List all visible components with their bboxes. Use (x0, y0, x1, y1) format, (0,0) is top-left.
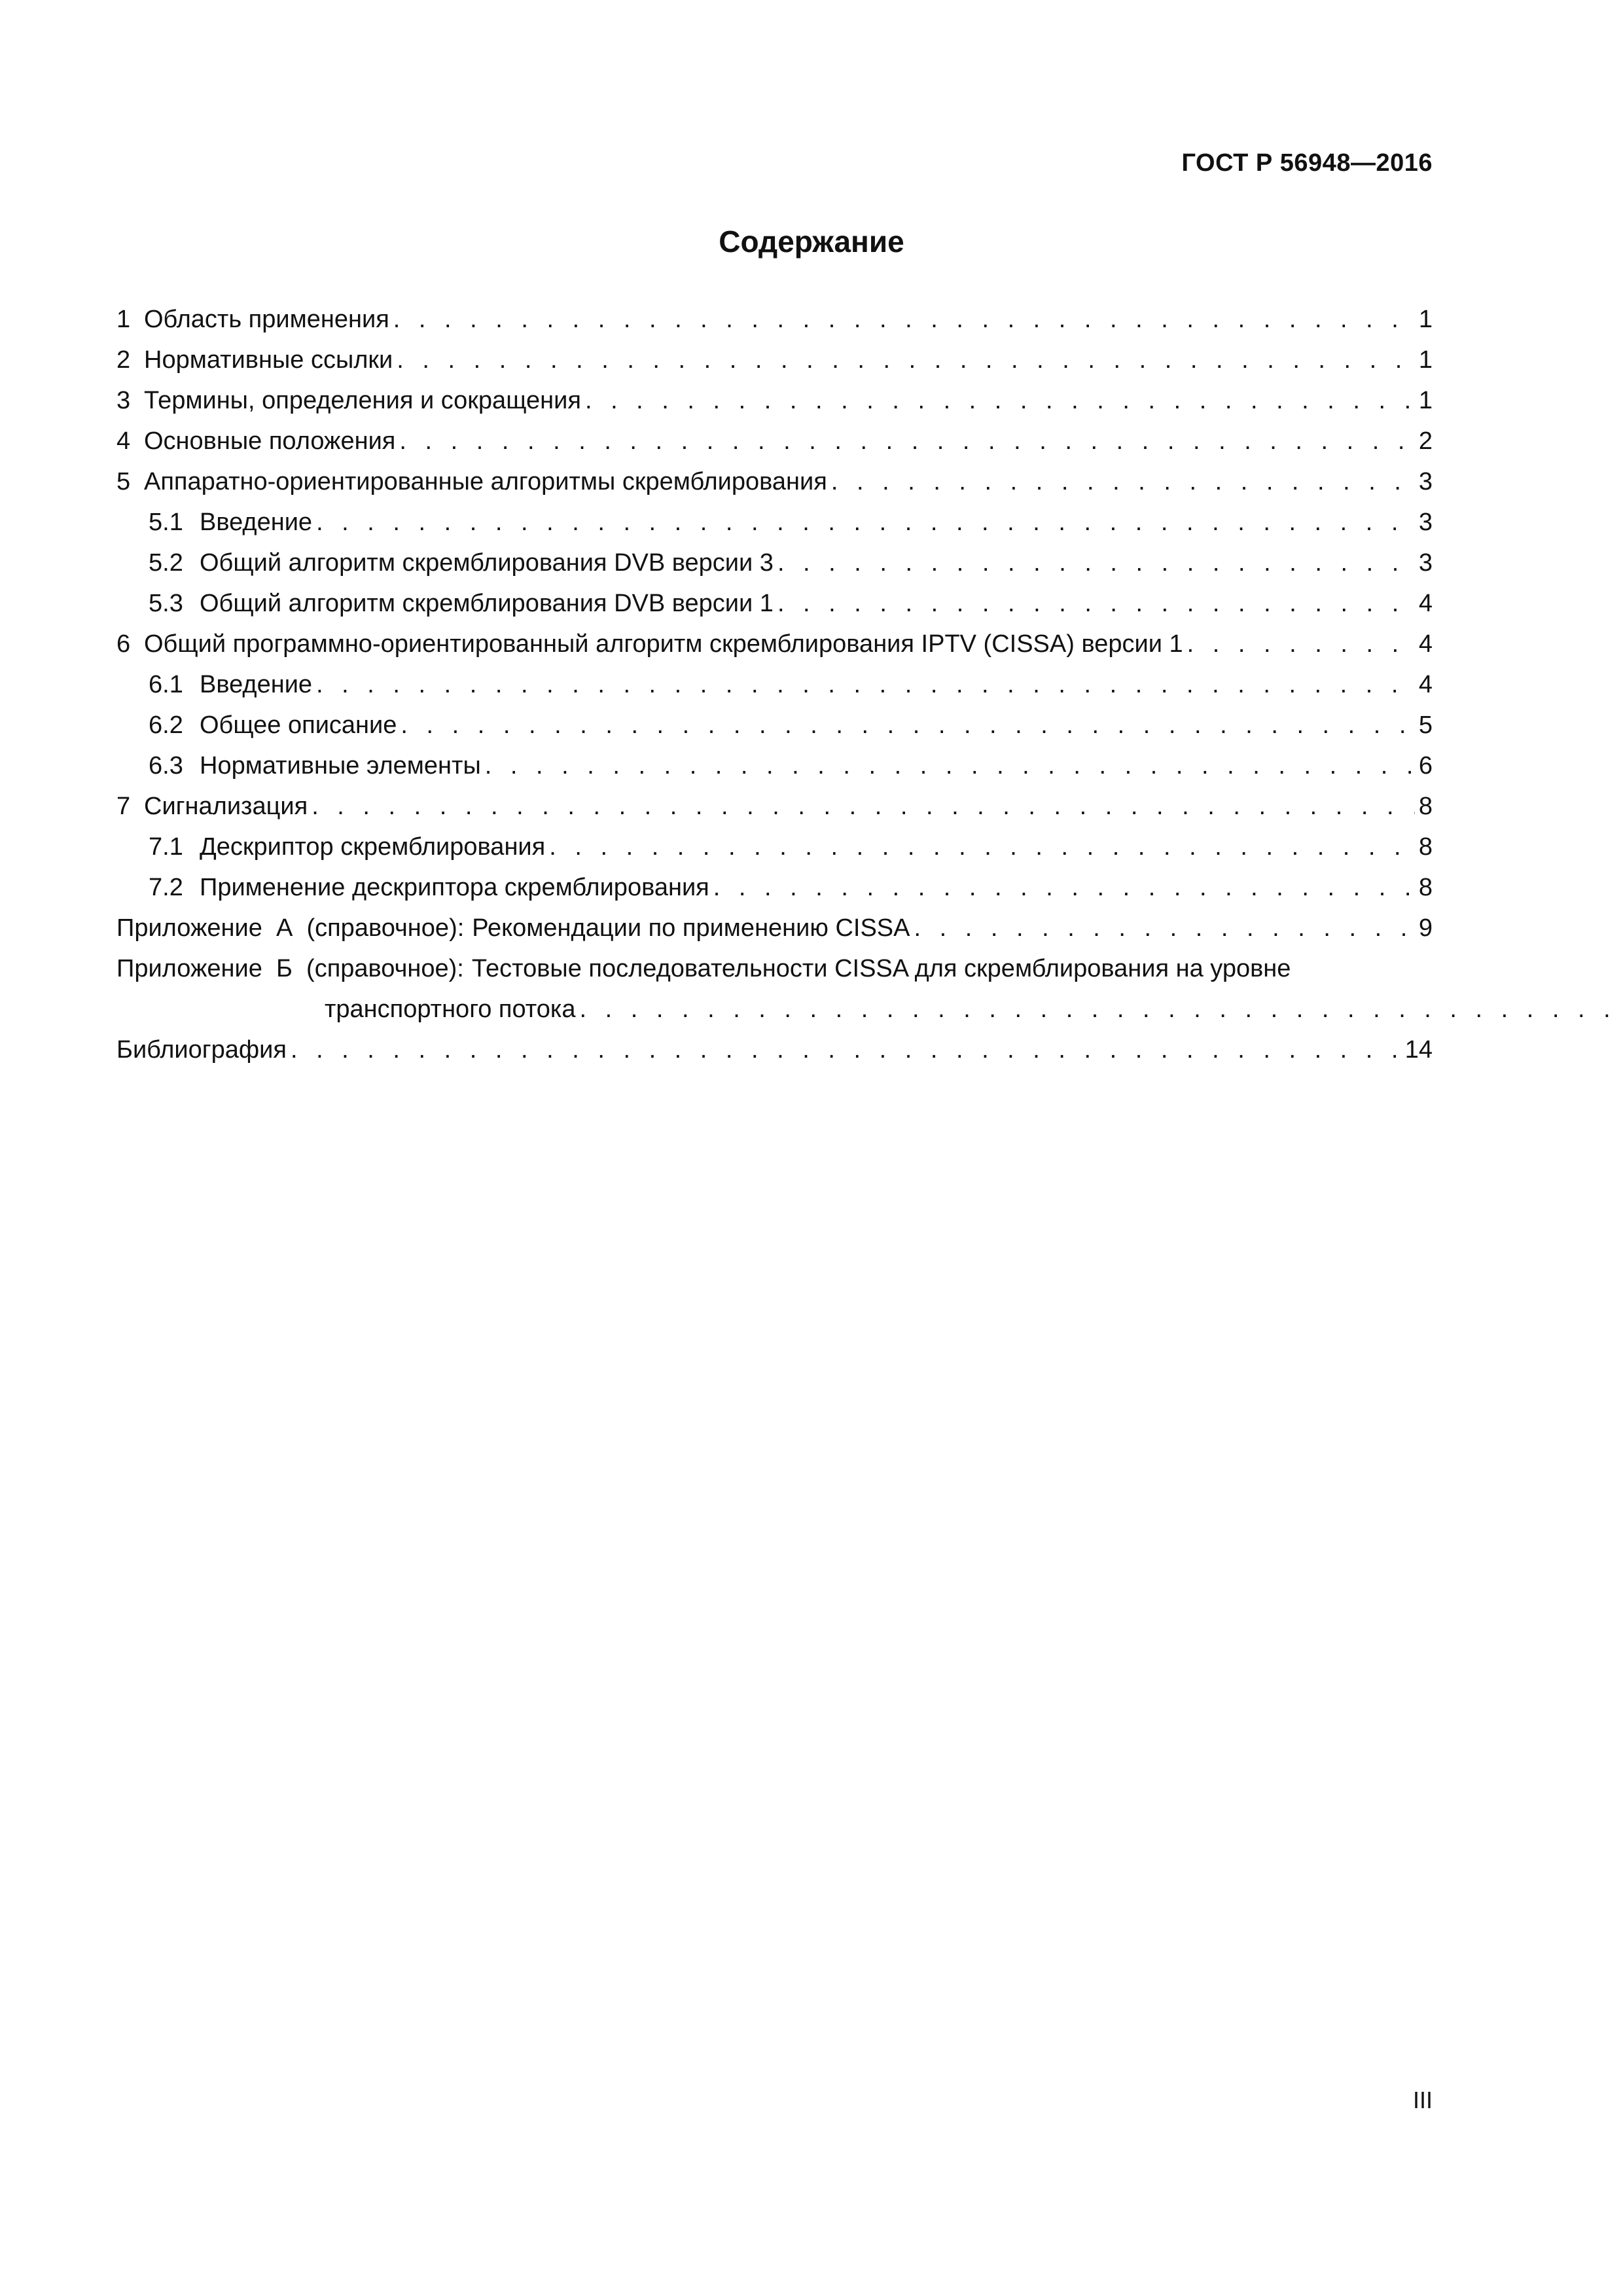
toc-entry-page: 3 (1418, 549, 1433, 577)
toc-entry-page: 8 (1418, 793, 1433, 820)
dot-leader (777, 589, 1415, 618)
dot-leader (393, 305, 1415, 334)
annex-title-line-2: транспортного потока (325, 996, 576, 1023)
toc-bibliography[interactable] (116, 1025, 1433, 1066)
toc-entry-6-2[interactable] (116, 700, 1433, 741)
toc-entry-5-3[interactable] (116, 579, 1433, 619)
dot-leader (399, 427, 1414, 456)
toc-entry-title: Сигнализация (144, 793, 308, 820)
toc-entry-number: 7.1 (149, 833, 183, 861)
toc-entry-number: 5.1 (149, 509, 183, 536)
toc-entry-5-1[interactable] (116, 497, 1433, 538)
bibliography-title: Библиография (116, 1036, 287, 1064)
toc-entry-title: Общий программно-ориентированный алгоритм скремблирования IPTV (CISSA) версии 1 (144, 630, 1183, 658)
toc-entry-4[interactable] (116, 416, 1433, 457)
toc-entry-title: Общее описание (200, 711, 397, 739)
annex-b-line-2 (116, 983, 1623, 1024)
toc-entry-page: 1 (1418, 346, 1433, 374)
toc-entry-7-2[interactable] (116, 863, 1433, 903)
annex-title: Рекомендации по применению CISSA (472, 914, 910, 942)
dot-leader (580, 995, 1623, 1024)
dot-leader (914, 914, 1415, 942)
dot-leader (549, 833, 1415, 861)
dot-leader (316, 508, 1415, 537)
toc-entry-title: Термины, определения и сокращения (144, 387, 581, 414)
toc-entry-title: Нормативные ссылки (144, 346, 393, 374)
toc-entry-number: 5 (116, 468, 131, 495)
toc-entry-number: 5.3 (149, 590, 183, 617)
toc-entry-5-2[interactable] (116, 538, 1433, 579)
toc-entry-page: 4 (1418, 590, 1433, 617)
toc-entry-number: 5.2 (149, 549, 183, 577)
dot-leader (401, 711, 1414, 740)
dot-leader (713, 873, 1415, 902)
toc-entry-number: 4 (116, 427, 131, 455)
toc-entry-6-3[interactable] (116, 741, 1433, 781)
toc-entry-title: Применение дескриптора скремблирования (200, 874, 709, 901)
doc-code-header: ГОСТ Р 56948—2016 (1181, 149, 1433, 177)
toc-entry-title: Дескриптор скремблирования (200, 833, 546, 861)
toc-entry-page: 8 (1418, 833, 1433, 861)
toc-entry-number: 6.2 (149, 711, 183, 739)
annex-b-line-1 (116, 942, 1623, 983)
toc-entry-number: 6.1 (149, 671, 183, 698)
toc-entry-title: Аппаратно-ориентированные алгоритмы скремблирования (144, 468, 827, 495)
toc-annex-b[interactable] (116, 944, 1433, 1025)
toc-entry-page: 8 (1418, 874, 1433, 901)
page-title: Содержание (719, 224, 904, 259)
toc-entry-title: Область применения (144, 306, 389, 333)
bibliography-page: 14 (1404, 1036, 1433, 1064)
toc-entry-5[interactable] (116, 457, 1433, 497)
toc-entry-3[interactable] (116, 376, 1433, 416)
toc-entry-page: 4 (1418, 630, 1433, 658)
toc-entry-number: 7 (116, 793, 131, 820)
toc-entry-page: 2 (1418, 427, 1433, 455)
toc-entry-number: 7.2 (149, 874, 183, 901)
toc-entry-title: Введение (200, 509, 313, 536)
annex-title-line-1: Тестовые последовательности CISSA для скремблирования на уровне (471, 955, 1291, 982)
toc-entry-page: 4 (1418, 671, 1433, 698)
toc-entry-2[interactable] (116, 335, 1433, 376)
dot-leader (1187, 630, 1415, 658)
dot-leader (312, 792, 1415, 821)
toc-entry-number: 2 (116, 346, 131, 374)
toc-entry-title: Введение (200, 671, 313, 698)
toc-entry-7[interactable] (116, 781, 1433, 822)
toc-entry-title: Основные положения (144, 427, 396, 455)
dot-leader (485, 751, 1415, 780)
annex-label: Приложение Б (справочное): (116, 955, 464, 982)
toc-entry-7-1[interactable] (116, 822, 1433, 863)
annex-label: Приложение А (справочное): (116, 914, 465, 942)
toc-entry-page: 1 (1418, 306, 1433, 333)
dot-leader (291, 1035, 1401, 1064)
toc-entry-page: 3 (1418, 468, 1433, 495)
toc-entry-title: Общий алгоритм скремблирования DVB версии 1 (200, 590, 774, 617)
dot-leader (585, 386, 1415, 415)
toc-entry-page: 5 (1418, 711, 1433, 739)
table-of-contents (116, 295, 1433, 1066)
annex-page: 9 (1418, 914, 1433, 942)
dot-leader (831, 467, 1415, 496)
annex-b-block (116, 942, 1623, 1024)
toc-entry-6-1[interactable] (116, 660, 1433, 700)
toc-entry-6[interactable] (116, 619, 1433, 660)
dot-leader (397, 346, 1415, 374)
toc-entry-number: 6 (116, 630, 131, 658)
dot-leader (777, 548, 1415, 577)
toc-entry-page: 6 (1418, 752, 1433, 780)
page-number-roman: III (1412, 2087, 1433, 2113)
toc-entry-number: 3 (116, 387, 131, 414)
toc-entry-page: 1 (1418, 387, 1433, 414)
toc-entry-page: 3 (1418, 509, 1433, 536)
toc-entry-title: Общий алгоритм скремблирования DVB версии 3 (200, 549, 774, 577)
toc-annex-a[interactable] (116, 903, 1433, 944)
toc-entry-number: 6.3 (149, 752, 183, 780)
dot-leader (316, 670, 1415, 699)
toc-entry-number: 1 (116, 306, 131, 333)
toc-entry-1[interactable] (116, 295, 1433, 335)
toc-entry-title: Нормативные элементы (200, 752, 481, 780)
